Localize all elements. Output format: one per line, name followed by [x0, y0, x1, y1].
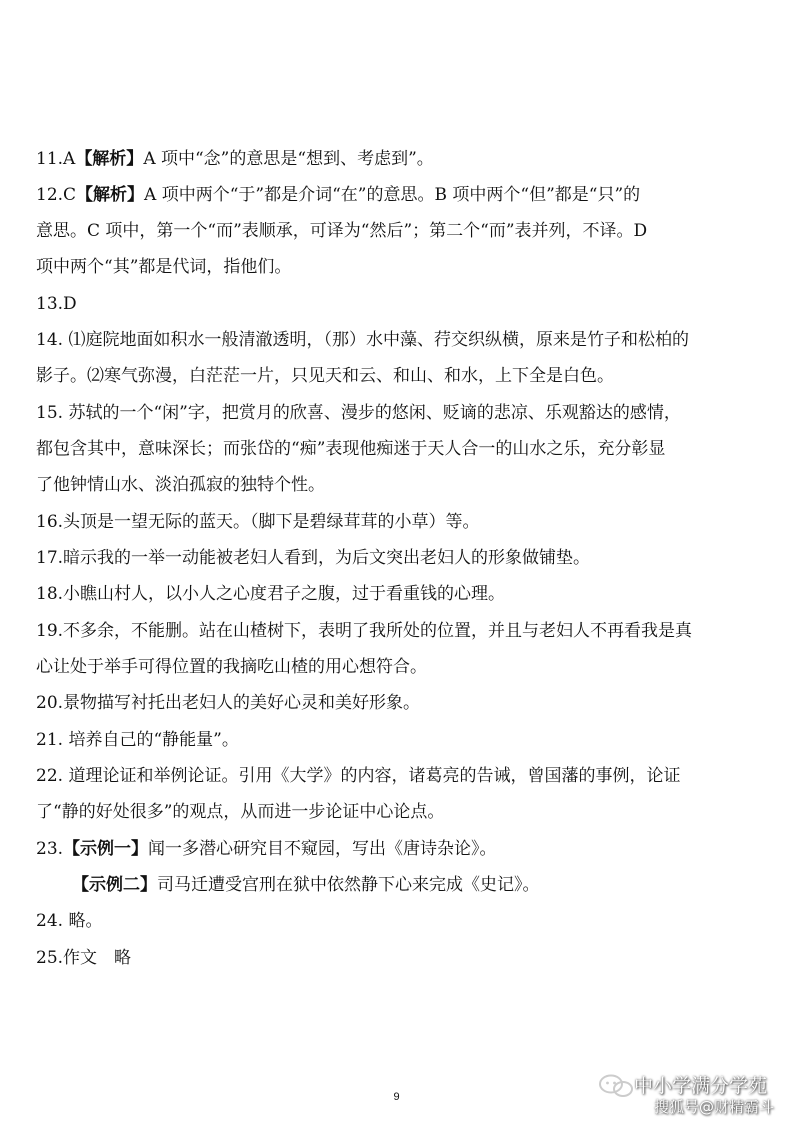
answer-24: 24. 略。 [36, 911, 103, 931]
answer-20: 20.景物描写衬托出老妇人的美好心灵和美好形象。 [36, 693, 421, 713]
answer-19-line-1: 19.不多余，不能删。站在山楂树下，表明了我所处的位置，并且与老妇人不再看我是真 [36, 621, 693, 641]
watermark-subtitle: 搜狐号@财精霸斗 [654, 1098, 775, 1116]
answer-17: 17.暗示我的一举一动能被老妇人看到，为后文突出老妇人的形象做铺垫。 [36, 548, 591, 568]
answer-21: 21. 培养自己的“静能量”。 [36, 730, 239, 750]
answer-13: 13.D [36, 294, 77, 314]
answer-14-line-1: 14. ⑴庭院地面如积水一般清澈透明，（那）水中藻、荇交织纵横，原来是竹子和松柏的 [36, 330, 689, 350]
answer-12-line-1: 12.C【解析】A 项中两个“于”都是介词“在”的意思。B 项中两个“但”都是“只”的 [36, 185, 641, 205]
answer-11: 11.A【解析】A 项中“念”的意思是“想到、考虑到”。 [36, 149, 434, 169]
answer-19-line-2: 心让处于举手可得位置的我摘吃山楂的用心想符合。 [36, 657, 427, 677]
wechat-icon [598, 1074, 636, 1098]
answer-15-line-2: 都包含其中，意味深长；而张岱的“痴”表现他痴迷于天人合一的山水之乐，充分彰显 [36, 439, 666, 459]
answer-22-line-1: 22. 道理论证和举例论证。引用《大学》的内容，诸葛亮的告诫，曾国藩的事例，论证 [36, 766, 681, 786]
answer-12-line-2: 意思。C 项中，第一个“而”表顺承，可译为“然后”；第二个“而”表并列，不译。D [36, 221, 648, 241]
answer-16: 16.头顶是一望无际的蓝天。（脚下是碧绿茸茸的小草）等。 [36, 512, 480, 532]
answer-14-line-2: 影子。⑵寒气弥漫，白茫茫一片，只见天和云、和山、和水，上下全是白色。 [36, 366, 614, 386]
example-tag: 【示例二】 [72, 875, 157, 895]
example-tag: 【示例一】 [63, 839, 149, 859]
answer-23-example-1: 23.【示例一】闻一多潜心研究目不窥园，写出《唐诗杂论》。 [36, 839, 497, 859]
answer-22-line-2: 了“静的好处很多”的观点，从而进一步论证中心论点。 [36, 802, 445, 822]
watermark-title: 中小学满分学苑 [634, 1075, 768, 1097]
page-number: 9 [393, 1091, 400, 1103]
answer-25: 25.作文 略 [36, 948, 132, 968]
answer-23-example-2: 【示例二】司马迁遭受宫刑在狱中依然静下心来完成《史记》。 [72, 875, 540, 895]
answer-15-line-3: 了他钟情山水、淡泊孤寂的独特个性。 [36, 475, 325, 495]
analysis-tag: 【解析】 [75, 149, 144, 169]
answer-15-line-1: 15. 苏轼的一个“闲”字，把赏月的欣喜、漫步的悠闲、贬谪的悲凉、乐观豁达的感情， [36, 403, 681, 423]
answer-18: 18.小瞧山村人，以小人之心度君子之腹，过于看重钱的心理。 [36, 584, 506, 604]
answer-12-line-3: 项中两个“其”都是代词，指他们。 [36, 257, 292, 277]
analysis-tag: 【解析】 [76, 185, 145, 205]
